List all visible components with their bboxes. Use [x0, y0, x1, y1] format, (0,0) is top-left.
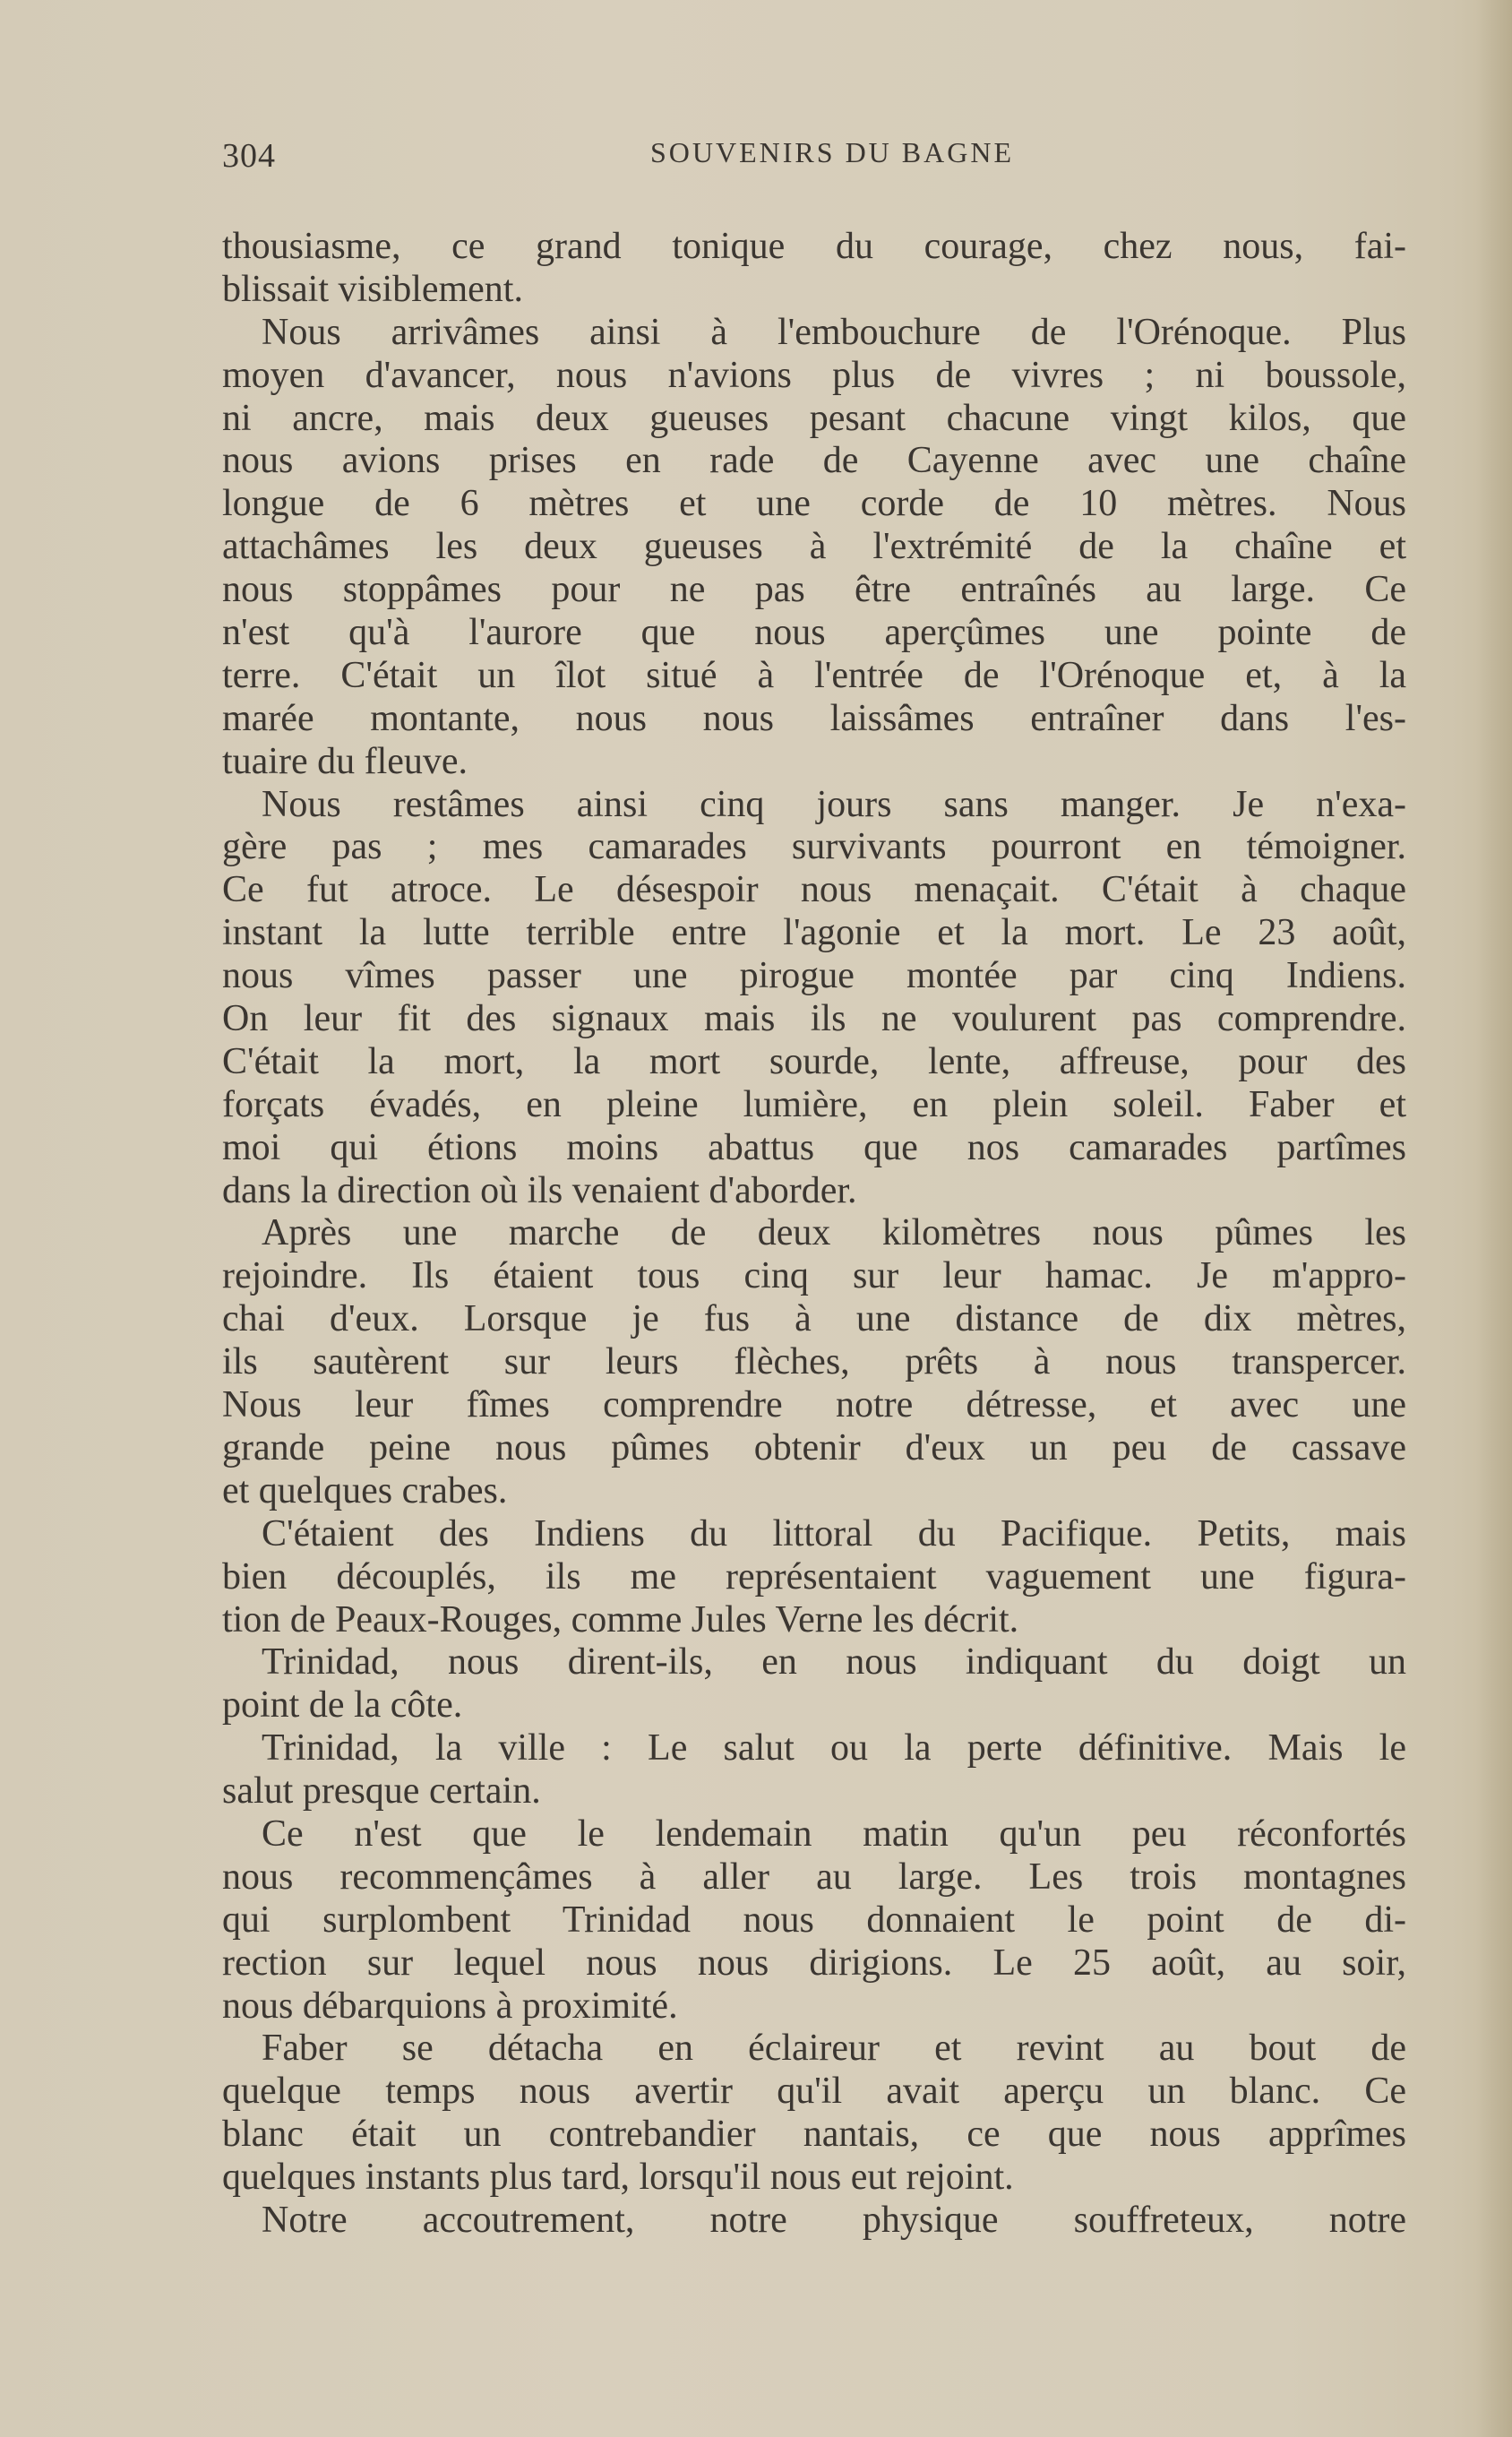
text-line: C'était la mort, la mort sourde, lente, affreuse, pour des	[222, 1040, 1406, 1082]
text-line: Trinidad, nous dirent-ils, en nous indiquant du doigt un	[262, 1641, 1406, 1684]
text-line: chai d'eux. Lorsque je fus à une distance de dix mètres,	[222, 1298, 1406, 1340]
text-line: thousiasme, ce grand tonique du courage, chez nous, fai-	[222, 226, 1406, 267]
text-line: instant la lutte terrible entre l'agonie et la mort. Le 23 août,	[222, 912, 1406, 954]
text-line: Nous arrivâmes ainsi à l'embouchure de l'Orénoque. Plus	[262, 311, 1406, 353]
text-line: bien découplés, ils me représentaient vaguement une figura-	[222, 1555, 1406, 1597]
text-line: Après une marche de deux kilomètres nous pûmes les	[262, 1212, 1406, 1254]
text-line: moi qui étions moins abattus que nos camarades partîmes	[222, 1126, 1406, 1168]
text-line: blanc était un contrebandier nantais, ce que nous apprîmes	[222, 2114, 1406, 2156]
text-line: grande peine nous pûmes obtenir d'eux un peu de cassave	[222, 1426, 1406, 1468]
text-line: ils sautèrent sur leurs flèches, prêts à nous transpercer.	[222, 1341, 1406, 1383]
paragraph	[222, 226, 1406, 312]
text-line: salut presque certain.	[222, 1770, 541, 1813]
text-line: n'est qu'à l'aurore que nous aperçûmes une pointe de	[222, 612, 1406, 654]
page-header	[222, 136, 1406, 181]
text-line: Ce fut atroce. Le désespoir nous menaçait. C'était à chaque	[222, 869, 1406, 911]
text-line: gère pas ; mes camarades survivants pourront en témoigner.	[222, 826, 1406, 868]
text-line: Notre accoutrement, notre physique souffreteux, notre	[262, 2199, 1406, 2241]
paragraph	[222, 312, 1406, 784]
text-line: Nous leur fîmes comprendre notre détresse, et avec une	[222, 1384, 1406, 1426]
text-line: On leur fit des signaux mais ils ne voulurent pas comprendre.	[222, 998, 1406, 1040]
text-line: tuaire du fleuve.	[222, 740, 468, 782]
paragraph	[222, 1813, 1406, 2028]
running-title: SOUVENIRS DU BAGNE	[649, 136, 1014, 168]
page-number: 304	[222, 137, 276, 175]
text-line: qui surplombent Trinidad nous donnaient le point de di-	[222, 1899, 1406, 1941]
text-line: longue de 6 mètres et une corde de 10 mètres. Nous	[222, 483, 1406, 525]
text-line: ni ancre, mais deux gueuses pesant chacune vingt kilos, que	[222, 397, 1406, 439]
text-line: Trinidad, la ville : Le salut ou la perte définitive. Mais le	[262, 1727, 1406, 1770]
text-line: point de la côte.	[222, 1684, 463, 1727]
page-edge-shadow	[1476, 0, 1512, 2437]
paragraph	[222, 2200, 1406, 2243]
text-line: tion de Peaux-Rouges, comme Jules Verne les décrit.	[222, 1598, 1019, 1640]
text-line: nous stoppâmes pour ne pas être entraînés au large. Ce	[222, 569, 1406, 611]
text-line: marée montante, nous nous laissâmes entraîner dans l'es-	[222, 697, 1406, 739]
text-line: nous vîmes passer une pirogue montée par cinq Indiens.	[222, 955, 1406, 997]
text-line: rection sur lequel nous nous dirigions. Le 25 août, au soir,	[222, 1942, 1406, 1984]
text-line: Faber se détacha en éclaireur et revint au bout de	[262, 2028, 1406, 2070]
text-line: Ce n'est que le lendemain matin qu'un peu réconfortés	[262, 1813, 1406, 1855]
text-line: Nous restâmes ainsi cinq jours sans manger. Je n'exa-	[262, 783, 1406, 825]
paragraph	[222, 2028, 1406, 2200]
paragraph	[222, 784, 1406, 1213]
text-line: nous débarquions à proximité.	[222, 1985, 678, 2027]
text-line: attachâmes les deux gueuses à l'extrémité de la chaîne et	[222, 526, 1406, 568]
text-line: nous avions prises en rade de Cayenne avec une chaîne	[222, 440, 1406, 482]
text-line: dans la direction où ils venaient d'aborder.	[222, 1169, 857, 1211]
text-line: blissait visiblement.	[222, 268, 523, 310]
text-line: moyen d'avancer, nous n'avions plus de vivres ; ni boussole,	[222, 354, 1406, 396]
body-text	[222, 226, 1406, 2243]
paragraph	[222, 1212, 1406, 1512]
text-line: nous recommençâmes à aller au large. Les trois montagnes	[222, 1856, 1406, 1898]
text-line: et quelques crabes.	[222, 1469, 508, 1511]
text-line: C'étaient des Indiens du littoral du Pacifique. Petits, mais	[262, 1512, 1406, 1554]
paragraph	[222, 1727, 1406, 1813]
text-line: quelques instants plus tard, lorsqu'il nous eut rejoint.	[222, 2157, 1014, 2199]
text-line: forçats évadés, en pleine lumière, en plein soleil. Faber et	[222, 1083, 1406, 1125]
text-line: quelque temps nous avertir qu'il avait aperçu un blanc. Ce	[222, 2071, 1406, 2113]
text-line: terre. C'était un îlot situé à l'entrée de l'Orénoque et, à la	[222, 654, 1406, 696]
paragraph	[222, 1513, 1406, 1642]
text-line: rejoindre. Ils étaient tous cinq sur leur hamac. Je m'appro-	[222, 1255, 1406, 1297]
paragraph	[222, 1641, 1406, 1727]
